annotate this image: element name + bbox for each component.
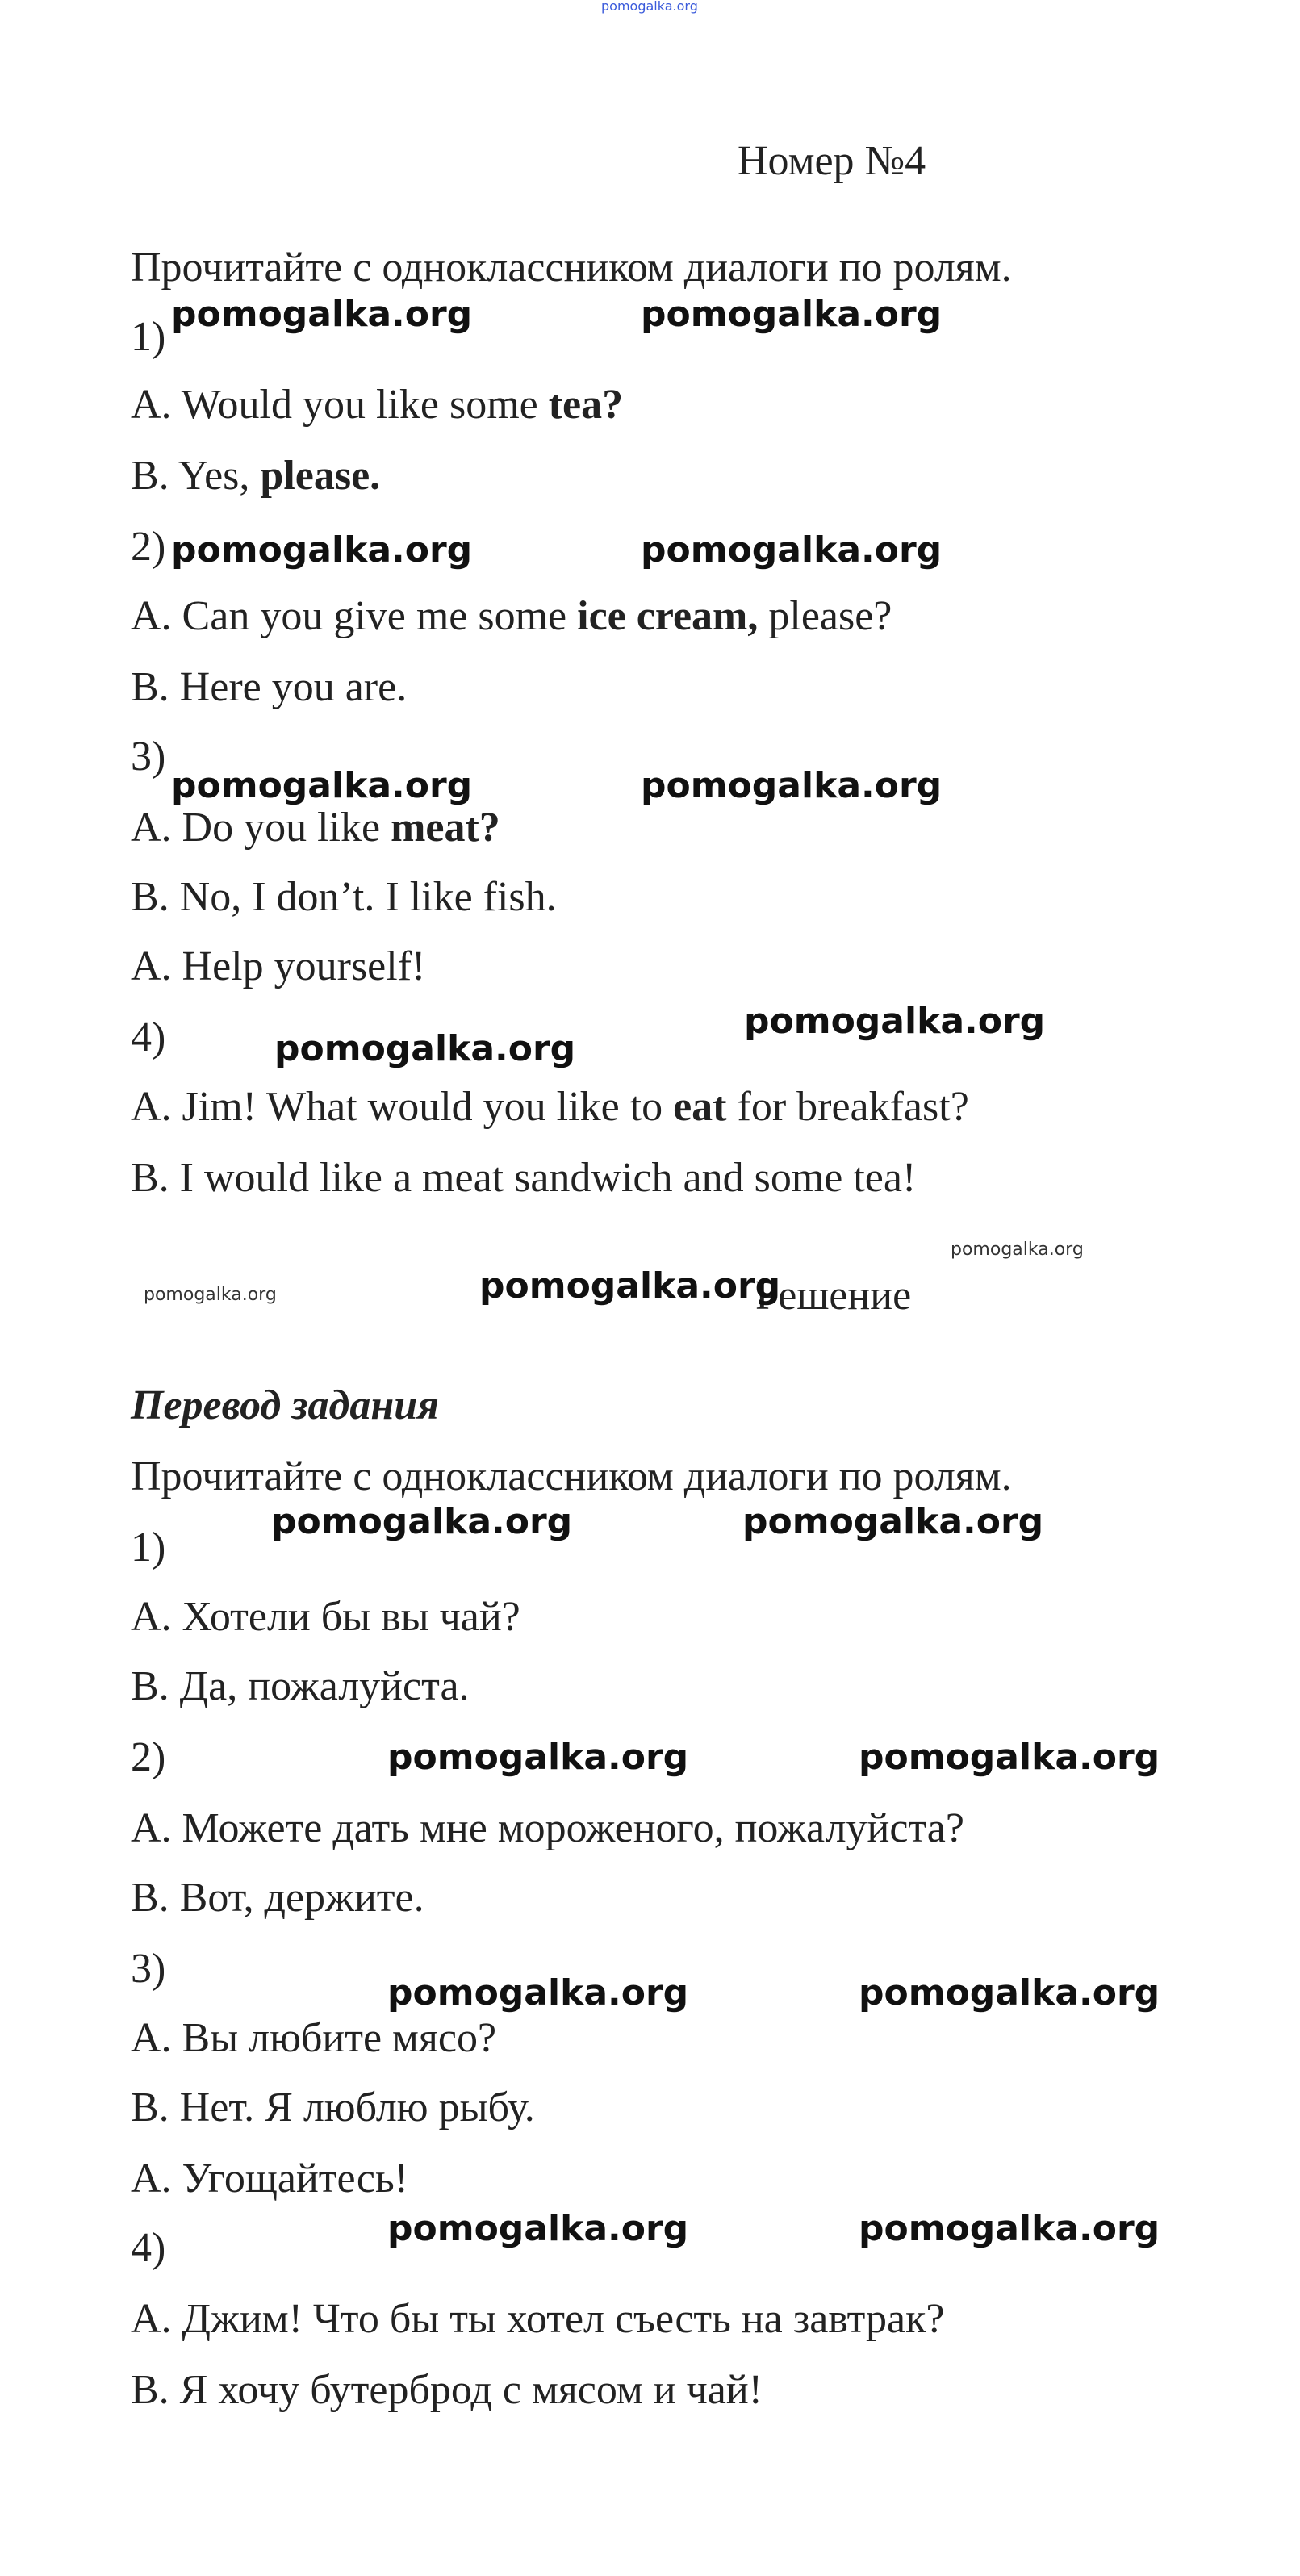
dialog-line: B. Yes, please. — [131, 453, 381, 499]
watermark: pomogalka.org — [742, 1501, 1044, 1542]
watermark: pomogalka.org — [641, 765, 943, 806]
task-instruction: Прочитайте с одноклассником диалоги по ролям. — [131, 245, 1012, 291]
watermark: pomogalka.org — [271, 1501, 573, 1542]
dialog-line: A. Help yourself! — [131, 943, 426, 989]
solution-heading: Перевод задания — [131, 1382, 439, 1428]
watermark: pomogalka.org — [859, 1972, 1160, 2014]
watermark: pomogalka.org — [387, 1972, 689, 2014]
watermark: pomogalka.org — [171, 294, 473, 335]
watermark: pomogalka.org — [171, 529, 473, 571]
watermark: pomogalka.org — [641, 294, 943, 335]
watermark: pomogalka.org — [641, 529, 943, 571]
dialog-line: A. Can you give me some ice cream, please? — [131, 593, 892, 639]
watermark: pomogalka.org — [744, 1001, 1046, 1042]
solution-label: Решение — [755, 1273, 912, 1319]
watermark: pomogalka.org — [387, 2208, 689, 2249]
dialog-line: A. Вы любите мясо? — [131, 2015, 497, 2061]
watermark: pomogalka.org — [171, 765, 473, 806]
page-title: Номер №4 — [738, 138, 926, 184]
dialog-line: A. Do you like meat? — [131, 805, 500, 851]
dialog-line: B. Here you are. — [131, 664, 408, 710]
watermark: pomogalka.org — [859, 2208, 1160, 2249]
watermark-top: pomogalka.org — [601, 0, 698, 14]
dialog-line: A. Угощайтесь! — [131, 2156, 408, 2202]
dialog-line: A. Jim! What would you like to eat for breakfast? — [131, 1084, 969, 1130]
dialog-line: B. Я хочу бутерброд с мясом и чай! — [131, 2367, 763, 2413]
watermark: pomogalka.org — [479, 1265, 781, 1307]
dialog-number: 3) — [131, 1946, 166, 1992]
dialog-number: 2) — [131, 524, 166, 570]
dialog-number: 3) — [131, 734, 166, 780]
watermark: pomogalka.org — [859, 1737, 1160, 1778]
watermark: pomogalka.org — [274, 1028, 576, 1069]
dialog-line: B. No, I don’t. I like fish. — [131, 874, 557, 920]
dialog-number: 1) — [131, 1524, 166, 1570]
dialog-number: 4) — [131, 2225, 166, 2271]
watermark: pomogalka.org — [951, 1240, 1084, 1260]
dialog-line: B. Вот, держите. — [131, 1875, 424, 1921]
watermark: pomogalka.org — [387, 1737, 689, 1778]
dialog-number: 4) — [131, 1014, 166, 1060]
dialog-line: A. Хотели бы вы чай? — [131, 1594, 520, 1640]
dialog-line: B. I would like a meat sandwich and some tea! — [131, 1155, 917, 1201]
solution-instruction: Прочитайте с одноклассником диалоги по ролям. — [131, 1453, 1012, 1499]
dialog-line: A. Would you like some tea? — [131, 382, 624, 428]
dialog-line: B. Да, пожалуйста. — [131, 1663, 470, 1709]
dialog-line: B. Нет. Я люблю рыбу. — [131, 2085, 535, 2131]
watermark: pomogalka.org — [144, 1285, 277, 1305]
dialog-number: 1) — [131, 314, 166, 360]
dialog-number: 2) — [131, 1734, 166, 1780]
dialog-line: A. Можете дать мне мороженого, пожалуйста? — [131, 1805, 964, 1851]
dialog-line: A. Джим! Что бы ты хотел съесть на завтрак? — [131, 2296, 945, 2342]
